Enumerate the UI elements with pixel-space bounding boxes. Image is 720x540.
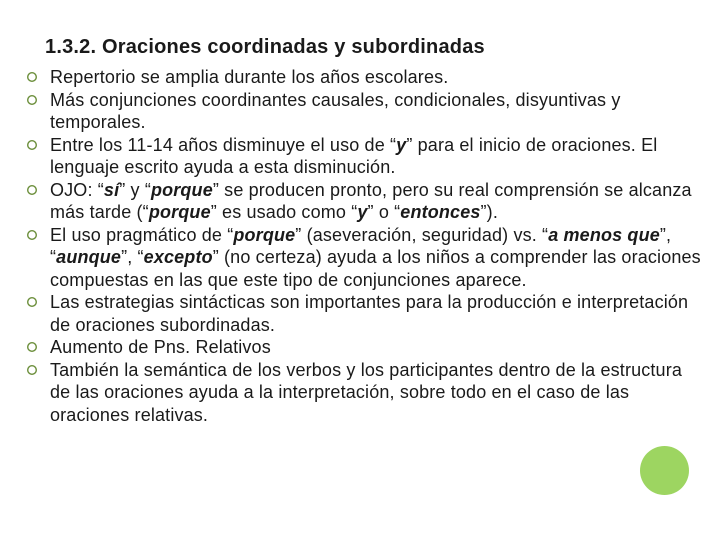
decorative-green-circle [640,446,689,495]
bullet-text-segment: ” (no certeza) ayuda a los niños a comprender las oraciones compuestas en las que este tipo de conjunciones aparece. [50,247,701,290]
bullet-item [26,336,706,359]
highlighted-term: y [396,134,407,155]
highlighted-term: porque [233,224,296,245]
highlighted-term: sí [103,179,120,200]
slide-title: 1.3.2. Oraciones coordinadas y subordinadas [45,36,485,58]
bullet-item [26,291,706,336]
bullet-text [50,135,657,178]
bullet-text-segment: ”). [480,202,498,222]
hollow-circle-bullet-icon [26,94,38,106]
bullet-text-segment: ” se producen pronto, pero su real comprensión se alcanza más tarde (“ [50,179,692,222]
bullet-text-segment: OJO: “ [50,179,104,200]
bullet-text-segment: ” (aseveración, seguridad) vs. “ [295,224,549,245]
bullet-text [50,337,271,357]
highlighted-term: a menos que [548,224,660,245]
bullet-item [26,359,706,427]
hollow-circle-bullet-icon [26,139,38,151]
highlighted-term: excepto [143,247,213,267]
bullet-text-segment: Repertorio se amplia durante los años escolares. [50,67,449,87]
bullet-text-segment: También la semántica de los verbos y los participantes dentro de la estructura de las oraciones ayuda a la interpretación, sobre todo en el caso de las oraciones relativas. [50,359,683,425]
bullet-text-segment: ”, “ [50,224,672,267]
bullet-text-segment: Las estrategias sintácticas son importantes para la producción e interpretación de oraciones subordinadas. [50,292,689,335]
hollow-circle-bullet-icon [26,341,38,353]
hollow-circle-bullet-icon [26,296,38,308]
bullet-text-segment: ” para el inicio de oraciones. El lenguaje escrito ayuda a esta disminución. [50,134,658,177]
bullet-text [50,292,688,335]
highlighted-term: porque [150,179,213,200]
highlighted-term: aunque [56,247,122,267]
hollow-circle-bullet-icon [26,229,38,241]
bullet-text-segment: Más conjunciones coordinantes causales, condicionales, disyuntivas y temporales. [50,89,621,132]
bullet-item [26,179,706,224]
highlighted-term: porque [148,202,211,222]
bullet-text-segment: El uso pragmático de “ [50,224,234,245]
bullet-list [26,66,706,426]
bullet-text [50,67,448,87]
bullet-text [50,180,692,223]
bullet-text-segment: ” y “ [119,179,151,200]
hollow-circle-bullet-icon [26,71,38,83]
hollow-circle-bullet-icon [26,184,38,196]
bullet-item [26,224,706,292]
bullet-text-segment: ”, “ [121,247,144,267]
bullet-text-segment: ” o “ [367,202,401,222]
bullet-item [26,134,706,179]
highlighted-term: y [357,202,368,222]
hollow-circle-bullet-icon [26,364,38,376]
bullet-item [26,66,706,89]
bullet-text [50,360,682,425]
bullet-item [26,89,706,134]
bullet-text-segment: ” es usado como “ [210,202,358,222]
bullet-text-segment: Entre los 11-14 años disminuye el uso de “ [50,134,397,155]
bullet-text-segment: Aumento de Pns. Relativos [50,337,271,357]
bullet-text [50,225,701,290]
highlighted-term: entonces [400,202,481,222]
bullet-text [50,90,621,133]
